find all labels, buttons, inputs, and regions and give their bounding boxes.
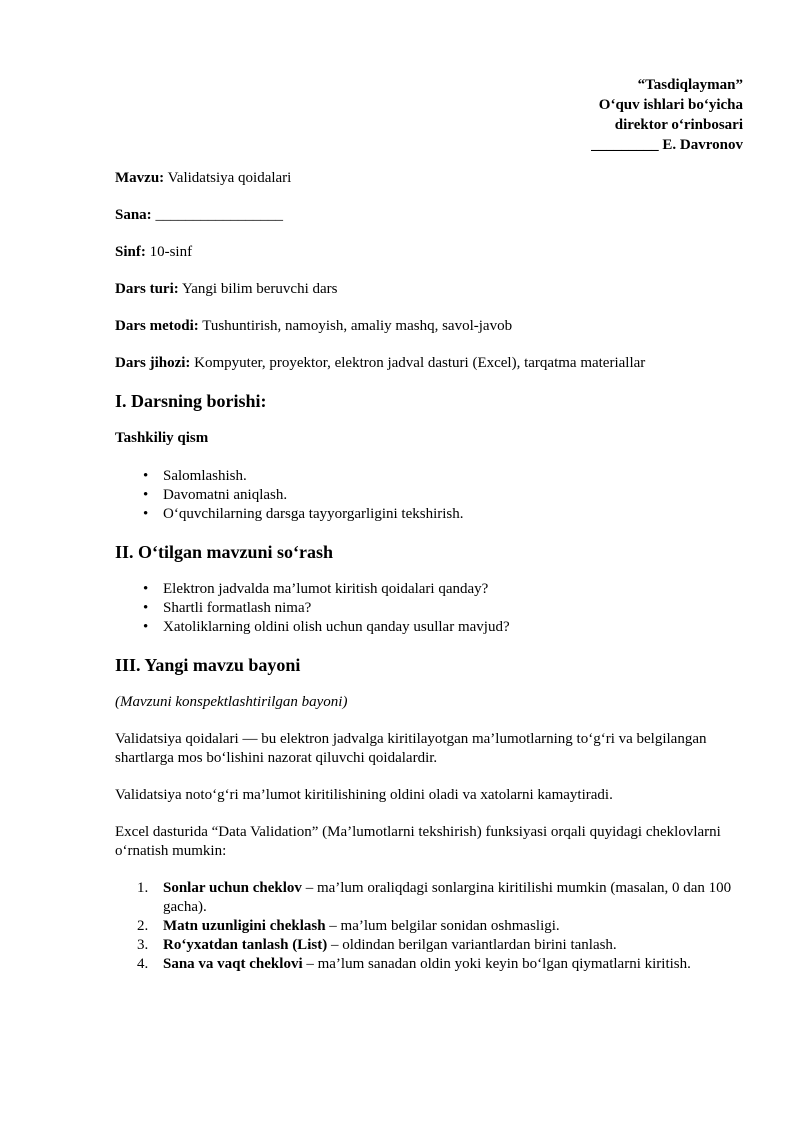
section-3-note: (Mavzuni konspektlashtirilgan bayoni) xyxy=(115,694,348,710)
field-value: _________________ xyxy=(151,207,283,223)
paragraph-excel: Excel dasturida “Data Validation” (Ma’lumotlarni tekshirish) funksiyasi orqali quyidagi cheklovlarni o‘rnatish mumkin: xyxy=(115,824,721,859)
section-1-subheading: Tashkiliy qism xyxy=(115,430,209,446)
list-text: – ma’lum sanadan oldin yoki keyin bo‘lgan qiymatlarni kiritish. xyxy=(302,956,691,972)
list-item: • Salomlashish. xyxy=(143,467,745,486)
list-term: Ro‘yxatdan tanlash (List) xyxy=(163,937,328,953)
field-label: Dars jihozi: xyxy=(115,355,191,371)
field-label: Sana: xyxy=(115,207,152,223)
field-label: Mavzu: xyxy=(115,170,165,186)
list-term: Matn uzunligini cheklash xyxy=(163,918,326,934)
field-label: Dars turi: xyxy=(115,281,179,297)
list-item: • Elektron jadvalda ma’lumot kiritish qoidalari qanday? xyxy=(143,580,745,599)
list-text: – oldindan berilgan variantlardan birini tanlash. xyxy=(327,937,617,953)
section-2-list xyxy=(115,580,745,637)
section-1-heading: I. Darsning borishi: xyxy=(115,391,267,411)
section-2-heading: II. O‘tilgan mavzuni so‘rash xyxy=(115,542,334,562)
paragraph-purpose: Validatsiya noto‘g‘ri ma’lumot kiritilishining oldini oladi va xatolarni kamaytiradi. xyxy=(115,787,613,803)
field-value: Kompyuter, proyektor, elektron jadval dasturi (Excel), tarqatma materiallar xyxy=(190,355,646,371)
list-item xyxy=(137,917,745,936)
list-number: 2. xyxy=(137,918,149,934)
list-number: 1. xyxy=(137,880,149,896)
field-label: Dars metodi: xyxy=(115,318,199,334)
list-item: • Shartli formatlash nima? xyxy=(143,599,745,618)
paragraph-definition: Validatsiya qoidalari — bu elektron jadvalga kiritilayotgan ma’lumotlarning to‘g‘ri va belgilangan shartlarga mos bo‘lishini nazorat qiluvchi qoidalardir. xyxy=(115,731,707,766)
list-number: 4. xyxy=(137,956,149,972)
list-term: Sonlar uchun cheklov xyxy=(163,880,302,896)
list-text: – ma’lum oraliqdagi sonlargina kiritilishi mumkin (masalan, 0 dan 100 gacha). xyxy=(163,880,732,915)
field-value: Yangi bilim beruvchi dars xyxy=(178,281,338,297)
list-number: 3. xyxy=(137,937,149,953)
field-dars-metodi xyxy=(115,317,745,336)
list-item xyxy=(137,936,745,955)
field-label: Sinf: xyxy=(115,244,146,260)
field-dars-turi xyxy=(115,280,745,299)
approval-signature: _________ E. Davronov xyxy=(591,137,743,153)
list-item: • O‘quvchilarning darsga tayyorgarligini tekshirish. xyxy=(143,505,745,524)
list-text: – ma’lum belgilar sonidan oshmasligi. xyxy=(325,918,560,934)
approval-position-line1: O‘quv ishlari bo‘yicha xyxy=(598,97,743,113)
list-item xyxy=(137,879,745,917)
section-1-list xyxy=(115,467,745,524)
list-item xyxy=(137,955,745,974)
field-sinf xyxy=(115,243,745,262)
list-item: • Davomatni aniqlash. xyxy=(143,486,745,505)
field-value: Tushuntirish, namoyish, amaliy mashq, savol-javob xyxy=(198,318,513,334)
field-dars-jihozi xyxy=(115,354,745,373)
validation-types-list xyxy=(115,879,745,974)
field-mavzu xyxy=(115,169,745,188)
field-value: 10-sinf xyxy=(145,244,193,260)
approval-title: “Tasdiqlayman” xyxy=(637,77,743,93)
list-term: Sana va vaqt cheklovi xyxy=(163,956,303,972)
approval-block xyxy=(591,75,743,155)
document-content xyxy=(115,169,745,974)
approval-position-line2: direktor o‘rinbosari xyxy=(614,117,743,133)
field-sana xyxy=(115,206,745,225)
list-item: • Xatoliklarning oldini olish uchun qanday usullar mavjud? xyxy=(143,618,745,637)
field-value: Validatsiya qoidalari xyxy=(164,170,292,186)
section-3-heading: III. Yangi mavzu bayoni xyxy=(115,655,301,675)
